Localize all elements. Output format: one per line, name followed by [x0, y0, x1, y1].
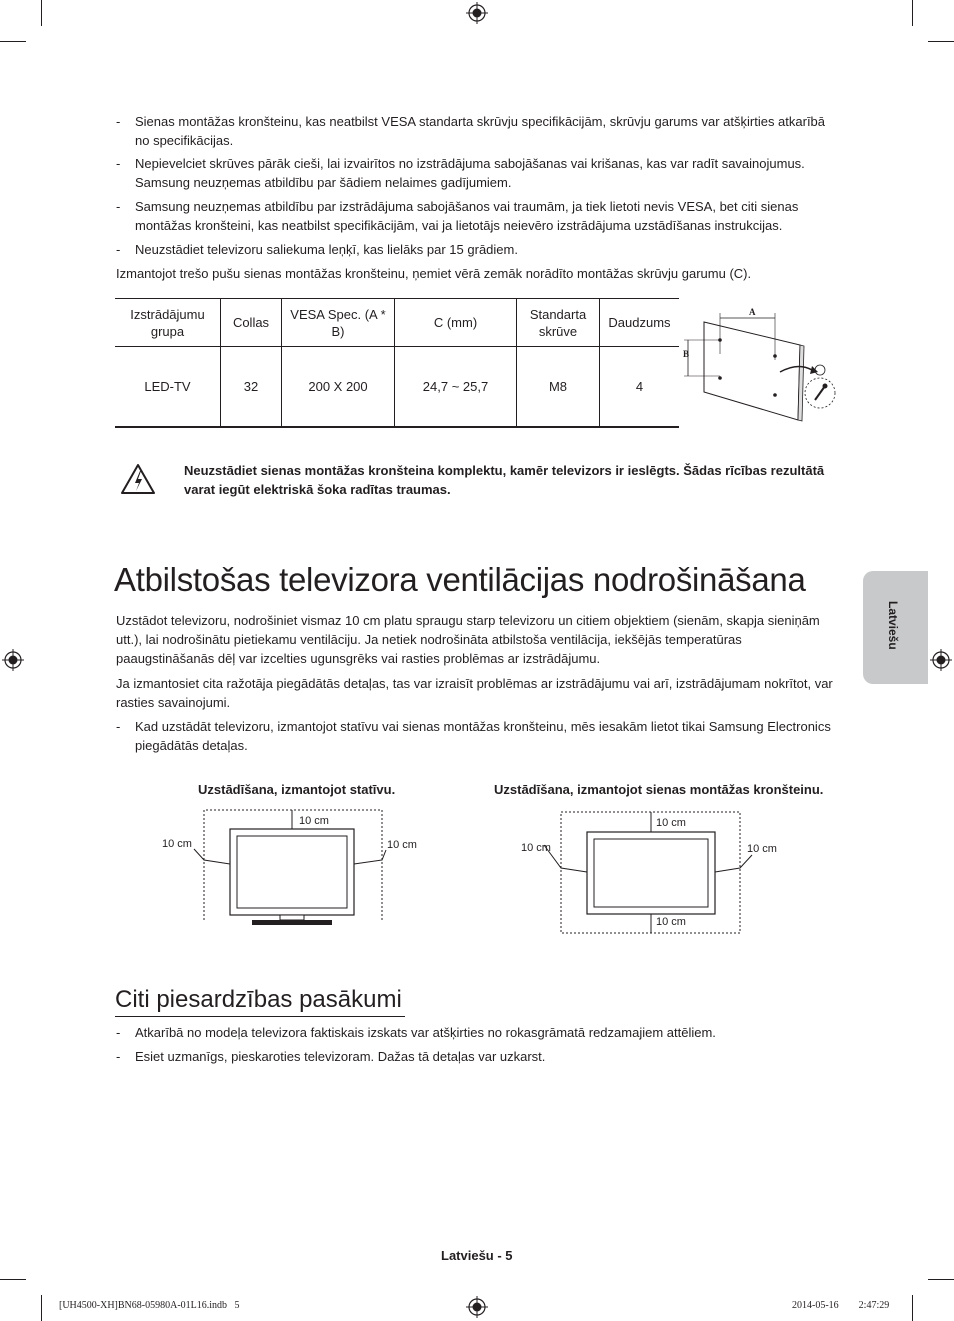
registration-mark-icon [466, 1296, 488, 1318]
language-side-tab [863, 571, 928, 684]
gap-label: 10 cm [656, 916, 686, 928]
page-number: Latviešu - 5 [441, 1248, 513, 1263]
electric-shock-warning-icon [120, 462, 156, 496]
side-tab-label: Latviešu [886, 601, 900, 650]
dimension-label-b: B [683, 349, 690, 359]
table-cell: 4 [600, 347, 680, 427]
wall-ventilation-diagram [520, 800, 760, 940]
crop-mark [41, 1295, 42, 1321]
table-cell: LED-TV [144, 378, 191, 394]
registration-mark-icon [466, 2, 488, 24]
paragraph: Uzstādot televizoru, nodrošiniet vismaz 10 cm platu spraugu starp televizoru un citiem objektiem (sienām, skapja sieniņām utt.), lai nodrošinātu pietiekamu ventilāciju. Ja netiek nodrošināta atbilstoša ventilācija, iekšējās temperatūras paaugstināšanās dēļ var izcelties ugunsgrēks vai rasties problēmas ar izstrādājumu. [116, 613, 820, 666]
print-file-info: [UH4500-XH]BN68-05980A-01L16.indb 5 [59, 1300, 240, 1311]
gap-label: 10 cm [299, 815, 329, 827]
crop-mark [0, 41, 26, 42]
gap-label: 10 cm [521, 842, 551, 854]
table-cell: M8 [517, 347, 600, 427]
crop-mark [912, 0, 913, 26]
caption-wall: Uzstādīšana, izmantojot sienas montāžas kronšteinu. [494, 782, 824, 797]
table-cell: 200 X 200 [282, 347, 395, 427]
crop-mark [0, 1279, 26, 1280]
print-timestamp: 2014-05-16 2:47:29 [792, 1300, 890, 1311]
crop-mark [928, 1279, 954, 1280]
table-header: Standarta skrūve [517, 299, 600, 347]
gap-label: 10 cm [387, 839, 417, 851]
table-header: Izstrādājumu grupa [130, 306, 205, 339]
table-cell: 32 [221, 347, 282, 427]
crop-mark [928, 41, 954, 42]
screw-spec-table [115, 298, 679, 428]
section-title: Atbilstošas televizora ventilācijas nodrošināšana [114, 561, 806, 598]
gap-label: 10 cm [162, 838, 192, 850]
wall-mount-diagram [680, 300, 840, 425]
registration-mark-icon [2, 649, 24, 671]
crop-mark [912, 1295, 913, 1321]
intro-note: Izmantojot trešo pušu sienas montāžas kronšteinu, ņemiet vērā zemāk norādīto montāžas skrūvju garumu (C). [116, 266, 752, 281]
paragraph: Ja izmantosiet cita ražotāja piegādātās detaļas, tas var izraisīt problēmas ar izstrādājumu vai arī, izstrādājumam nokrītot, var rasties savainojumi. [116, 676, 833, 710]
table-header: VESA Spec. (A * B) [282, 299, 395, 347]
warning-text: Neuzstādiet sienas montāžas kronšteina komplektu, kamēr televizors ir ieslēgts. Šādas rīcības rezultātā varat iegūt elektriskā šoka radītas traumas. [184, 463, 825, 497]
table-header: Daudzums [600, 299, 680, 347]
registration-mark-icon [930, 649, 952, 671]
dimension-label-a: A [749, 307, 756, 317]
gap-label: 10 cm [747, 843, 777, 855]
section-title: Citi piesardzības pasākumi [115, 985, 405, 1017]
caption-stand: Uzstādīšana, izmantojot statīvu. [198, 782, 396, 797]
table-cell: 24,7 ~ 25,7 [395, 347, 517, 427]
table-header: C (mm) [395, 299, 517, 347]
table-row [115, 347, 679, 427]
gap-label: 10 cm [656, 817, 686, 829]
crop-mark [41, 0, 42, 26]
table-header: Collas [221, 299, 282, 347]
